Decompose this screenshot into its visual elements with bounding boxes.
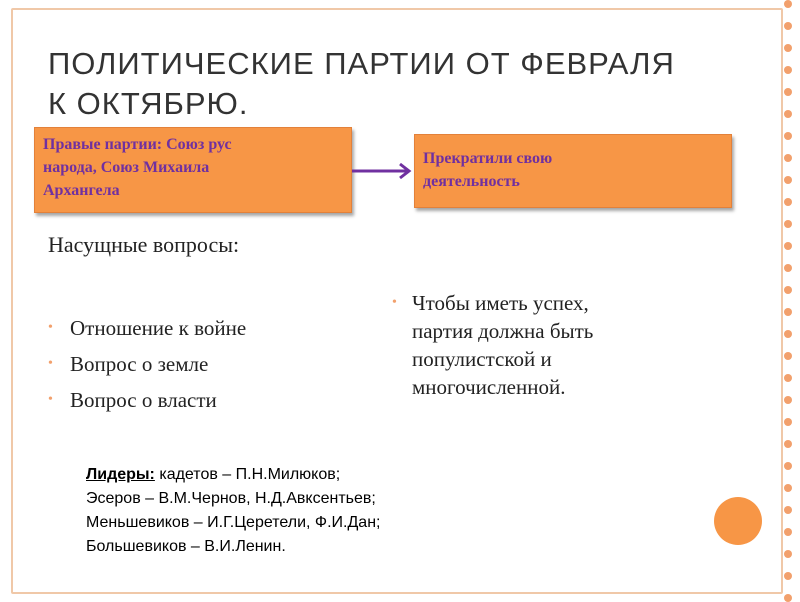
dot (784, 374, 792, 382)
success-line-4: многочисленной. (412, 375, 566, 399)
dot (784, 176, 792, 184)
urgent-questions-list (48, 310, 246, 418)
dot (784, 132, 792, 140)
dot (784, 22, 792, 30)
right-parties-line-3: Архангела (43, 182, 120, 199)
dot (784, 308, 792, 316)
leaders-block (86, 463, 380, 559)
dot (784, 66, 792, 74)
dot (784, 572, 792, 580)
leaders-kadets: кадетов – П.Н.Милюков; (154, 466, 341, 483)
decorative-dots (784, 0, 800, 600)
list-item (392, 289, 692, 401)
dot (784, 440, 792, 448)
dot (784, 44, 792, 52)
dot (784, 264, 792, 272)
dot (784, 220, 792, 228)
list-item: • Вопрос о власти (48, 382, 246, 418)
right-parties-line-1: Правые партии: Союз рус (43, 136, 232, 153)
success-condition-list (392, 289, 692, 401)
dot (784, 550, 792, 558)
title-line-2: К ОКТЯБРЮ. (48, 86, 249, 121)
success-line-2: партия должна быть (412, 319, 594, 343)
dot (784, 396, 792, 404)
dot (784, 154, 792, 162)
success-line-1: Чтобы иметь успех, (412, 291, 589, 315)
dot (784, 330, 792, 338)
dot (784, 242, 792, 250)
dot (784, 286, 792, 294)
dot (784, 0, 792, 8)
dot (784, 484, 792, 492)
leaders-label: Лидеры: (86, 466, 155, 483)
dot (784, 594, 792, 602)
leaders-line-3: Меньшевиков – И.Г.Церетели, Ф.И.Дан; (86, 514, 381, 531)
right-parties-box (34, 127, 352, 213)
dot (784, 110, 792, 118)
success-line-3: популистской и (412, 347, 552, 371)
right-parties-line-2: народа, Союз Михаила (43, 159, 210, 176)
dot (784, 418, 792, 426)
leaders-line-2: Эсеров – В.М.Чернов, Н.Д.Авксентьев; (86, 490, 376, 507)
dot (784, 352, 792, 360)
list-item: • Отношение к войне (48, 310, 246, 346)
ceased-activity-box (414, 134, 732, 208)
ceased-activity-line-2: деятельность (423, 173, 520, 190)
dot (784, 506, 792, 514)
decorative-circle (714, 497, 762, 545)
title-line-1: ПОЛИТИЧЕСКИЕ ПАРТИИ ОТ ФЕВРАЛЯ (48, 46, 675, 81)
slide-title (48, 44, 748, 124)
dot (784, 462, 792, 470)
dot (784, 88, 792, 96)
dot (784, 198, 792, 206)
dot (784, 528, 792, 536)
leaders-line-1 (86, 463, 380, 487)
arrow-icon (352, 161, 416, 181)
ceased-activity-line-1: Прекратили свою (423, 150, 553, 167)
leaders-line-4: Большевиков – В.И.Ленин. (86, 538, 286, 555)
urgent-questions-heading: Насущные вопросы: (48, 232, 240, 257)
list-item: • Вопрос о земле (48, 346, 246, 382)
